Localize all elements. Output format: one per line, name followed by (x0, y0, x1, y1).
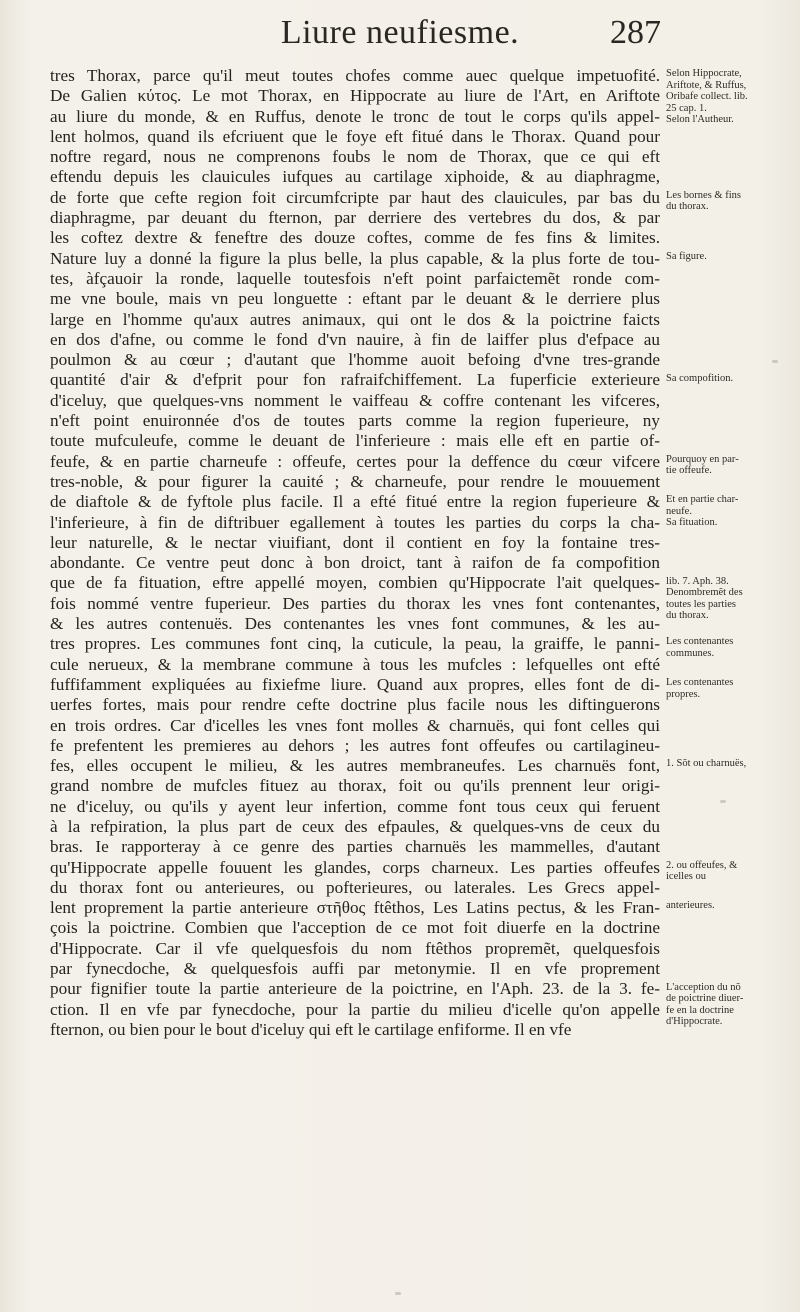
ink-smudge (395, 1292, 401, 1295)
text-line: au liure du monde, & en Ruffus, denote le tronc de tout le corps qu'ils appel- (50, 106, 660, 126)
margin-note-line: L'acception du nõ (666, 981, 741, 993)
margin-note (666, 68, 796, 126)
margin-note (666, 251, 796, 263)
text-line: bras. Ie rapporteray à ce genre des parties charnuës les mammelles, d'autant (50, 837, 660, 857)
text-line: abondante. Ce ventre peut donc à bon droict, tant à raifon de fa compofition (50, 553, 660, 573)
margin-note-line: Sa fituation. (666, 517, 718, 529)
text-line: uerfes fortes, mais pour rendre cefte doctrine plus facile nous les diftinguerons (50, 695, 660, 715)
margin-note (666, 900, 796, 912)
margin-note (666, 982, 796, 1028)
text-line: en trois ordres. Car d'icelles les vnes font molles & charnuës, qui font celles qui (50, 715, 660, 735)
margin-note-line: Et en partie char- (666, 494, 739, 506)
margin-note-line: Pourquoy en par- (666, 453, 739, 465)
margin-note-line: du thorax. (666, 610, 709, 621)
text-line: tres propres. Les communes font cinq, la cuticule, la peau, la graiffe, le panni- (50, 634, 660, 654)
text-line: d'Hippocrate. Car il vfe quelquesfois du nom ftêthos propremẽt, quelquesfois (50, 938, 660, 958)
margin-note (666, 576, 796, 622)
ink-smudge (772, 360, 778, 363)
text-line: tres Thorax, parce qu'il meut toutes chofes comme auec quelque impetuofité. (50, 66, 660, 85)
margin-note-line: communes. (666, 647, 715, 659)
page-number: 287 (610, 14, 661, 51)
margin-note-line: Les contenantes (666, 677, 734, 688)
margin-note (666, 373, 796, 385)
text-line: l'inferieure, à fin de diftribuer egallement à toutes les parties du corps la cha- (50, 512, 660, 532)
margin-note (666, 494, 796, 529)
margin-note-line: Les contenantes (666, 636, 734, 648)
text-line: fuffifamment expliquées au fixiefme liure. Quand aux propres, elles font de di- (50, 674, 660, 694)
text-line: noftre regard, nous ne comprenons foubs le nom de Thorax, que ce qui eft (50, 147, 660, 167)
margin-note-line: 25 cap. 1. (666, 102, 707, 114)
text-line: les coftez dextre & feneftre des douze coftes, comme de fes fins & limites. (50, 228, 660, 248)
text-line: poulmon & au cœur ; d'autant que l'homme auoit befoing d'vne tres-grande (50, 350, 660, 370)
text-line: fe prefentent les premieres au dehors ; les autres font offeufes ou cartilagineu- (50, 735, 660, 755)
text-line: par fynecdoche, & quelquesfois auffi par metonymie. Il en vfe proprement (50, 959, 660, 979)
text-line: & les autres contenuës. Des contenantes les vnes font communes, & les au- (50, 614, 660, 634)
margin-note-line: Selon Hippocrate, (666, 68, 742, 79)
margin-note-line: Sa compofition. (666, 372, 734, 384)
text-line: Nature luy a donné la figure la plus belle, la plus capable, & la plus forte de tou- (50, 248, 660, 268)
running-title: Liure neufiesme. (280, 14, 520, 51)
margin-note-line: anterieures. (666, 900, 715, 912)
margin-note-line: d'Hippocrate. (666, 1016, 723, 1027)
margin-note-line: icelles ou (666, 871, 706, 883)
margin-note-line: du thorax. (666, 201, 709, 213)
text-line: leur naturelle, & le nectar viuifiant, dont il contient en foy la fontaine tres- (50, 532, 660, 552)
text-line: lent proprement la partie anterieure στῆθος ftêthos, Les Latins pectus, & les Fran- (50, 898, 660, 918)
margin-note-line: toutes les parties (666, 598, 736, 610)
ink-smudge (720, 800, 726, 803)
text-line: qu'Hippocrate appelle fouuent les glandes, corps charneux. Les parties offeufes (50, 857, 660, 877)
margin-note-line: lib. 7. Aph. 38. (666, 575, 729, 587)
text-line: grand nombre de mufcles fituez au thorax, foit ou qu'ils prennent leur origi- (50, 776, 660, 796)
margin-note-line: de poictrine diuer- (666, 993, 744, 1004)
text-line: fternon, ou bien pour le bout d'iceluy qui eft le cartilage enfiforme. Il en vfe (50, 1019, 572, 1039)
text-line: pour fignifier toute la partie anterieure de la poictrine, en l'Aph. 23. de la 3. fe- (50, 979, 660, 999)
text-line: à la refpiration, la plus part de ceux des efpaules, & quelques-vns de ceux du (50, 816, 660, 836)
margin-note-line: Denombremẽt des (666, 587, 743, 598)
text-line: De Galien κύτος. Le mot Thorax, en Hippocrate au liure de l'Art, en Ariftote (50, 86, 660, 106)
margin-note-line: Selon l'Autheur. (666, 114, 734, 125)
text-line: du thorax font ou anterieures, ou pofterieures, ou laterales. Les Grecs appel- (50, 877, 660, 897)
text-line: diaphragme, par deuant du fternon, par derriere des vertebres du dos, & par (50, 208, 660, 228)
margin-note-line: Sa figure. (666, 250, 707, 262)
text-line: çois la poictrine. Combien que l'acception de ce mot foit diuerfe en la doctrine (50, 918, 660, 938)
text-line: feufe, & en partie charneufe : offeufe, certes pour la deffence du cœur vifcere (50, 451, 660, 471)
margin-note (666, 860, 796, 883)
text-line: de diaftole & de fyftole plus facile. Il a efté fitué entre la region fuperieure & (50, 492, 660, 512)
text-line: en dos d'afne, ou comme le fond d'vn nauire, à fin de laiffer plus d'efpace au (50, 329, 660, 349)
margin-note-line: Ariftote, & Ruffus, (666, 79, 747, 91)
text-line: large en l'homme qu'aux autres animaux, qui ont le dos & la poictrine faicts (50, 309, 660, 329)
margin-note (666, 454, 796, 477)
margin-note-line: neufe. (666, 505, 692, 517)
text-line: n'eft point enuironnée d'os de toutes parts comme la region fuperieure, ny (50, 411, 660, 431)
main-text-block (50, 66, 660, 1040)
margin-note-line: Oribafe collect. lib. (666, 91, 748, 102)
margin-note (666, 636, 796, 659)
text-line: ne d'iceluy, ou qu'ils y ayent leur infertion, comme font tous ceux qui feruent (50, 796, 660, 816)
margin-note-line: propres. (666, 688, 701, 700)
margin-note-line: tie offeufe. (666, 465, 712, 477)
margin-note (666, 677, 796, 700)
margin-note-line: Les bornes & fins (666, 189, 741, 201)
text-line: fes, elles occupent le milieu, & les autres membraneufes. Les charnuës font, (50, 756, 660, 776)
text-line: cule nerueux, & la membrane commune à tous les mufcles : lefquelles ont efté (50, 654, 660, 674)
text-line: quantité d'air & d'efprit pour fon rafraifchiffement. La fuperficie exterieure (50, 370, 660, 390)
text-line: toute mufculeufe, comme le deuant de l'inferieure : mais elle eft en partie of- (50, 431, 660, 451)
text-line: de forte que cefte region foit circumfcripte par haut des clauicules, par bas du (50, 187, 660, 207)
text-line: lent holmos, quand ils efcriuent que le foye eft fitué dans le Thorax. Quand pour (50, 126, 660, 146)
margin-note (666, 758, 796, 770)
margin-note-line: 1. Sõt ou charnuës, (666, 758, 747, 770)
text-line: me vne boule, mais vn peu longuette : eftant par le deuant & le derriere plus (50, 289, 660, 309)
margin-note (666, 190, 796, 213)
text-line: que de fa fituation, eftre appellé moyen, combien qu'Hippocrate l'ait quelques- (50, 573, 660, 593)
text-line: tes, àfçauoir la ronde, laquelle toutesfois n'eft point parfaictemẽt ronde com- (50, 268, 660, 288)
text-line: fois nommé ventre fuperieur. Des parties du thorax les vnes font contenantes, (50, 593, 660, 613)
margin-note-line: 2. ou offeufes, & (666, 859, 738, 871)
text-line: d'iceluy, que quelques-vns nomment le vaiffeau & coffre contenant les vifceres, (50, 390, 660, 410)
text-line: tres-noble, & pour figurer la cauité ; & charneufe, pour rendre le mouuement (50, 471, 660, 491)
text-line: eftendu depuis les clauicules iufques au cartilage xiphoide, & au diaphragme, (50, 167, 660, 187)
margin-note-line: fe en la doctrine (666, 1004, 734, 1016)
text-line: ction. Il en vfe par fynecdoche, pour la partie du milieu d'icelle qu'on appelle (50, 999, 660, 1019)
